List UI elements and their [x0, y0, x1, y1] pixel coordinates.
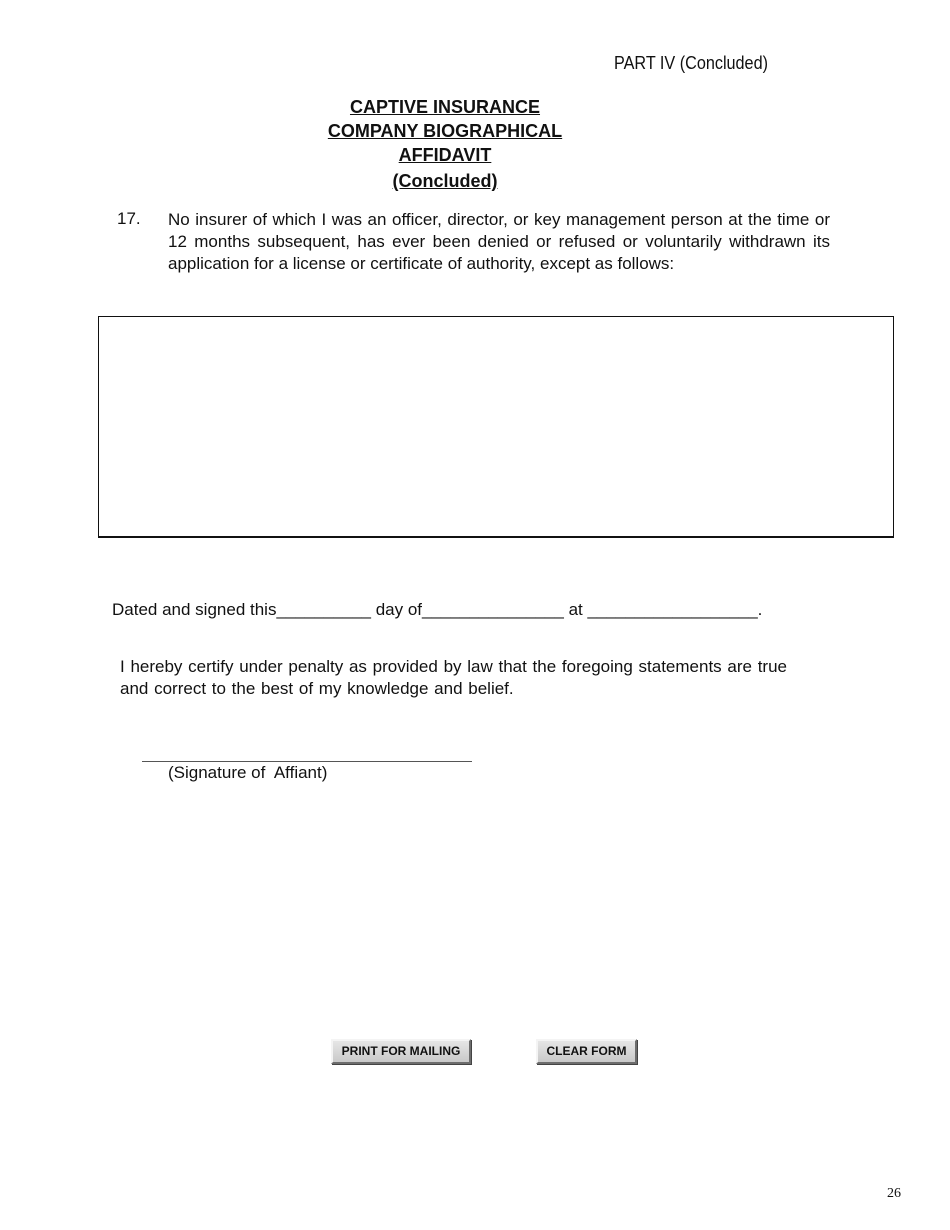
- certification-statement: I hereby certify under penalty as provided by law that the foregoing statements are true and correct to the best of my knowledge and belief.: [120, 657, 787, 698]
- signature-line: [142, 761, 472, 762]
- page-number: 26: [887, 1186, 901, 1201]
- dated-signed-line: Dated and signed this__________ day of_______________ at __________________.: [112, 600, 763, 619]
- part-label: PART IV (Concluded): [614, 53, 768, 73]
- title-line-1: CAPTIVE INSURANCE: [349, 97, 541, 117]
- title-line-3: AFFIDAVIT: [398, 145, 492, 165]
- title-concluded: (Concluded): [392, 171, 498, 191]
- clear-form-button[interactable]: CLEAR FORM: [536, 1039, 637, 1064]
- answer-text-box[interactable]: [98, 316, 894, 538]
- print-for-mailing-button[interactable]: PRINT FOR MAILING: [331, 1039, 471, 1064]
- signature-caption: (Signature of Affiant): [168, 763, 328, 782]
- question-text: No insurer of which I was an officer, director, or key management person at the time or 12 months subsequent, has ever been denied or refused or voluntarily withdrawn its application for a license or certificate of authority, except as follows:: [168, 210, 830, 273]
- title-line-2: COMPANY BIOGRAPHICAL: [327, 121, 563, 141]
- question-number: 17.: [117, 209, 141, 228]
- document-title: [250, 95, 640, 193]
